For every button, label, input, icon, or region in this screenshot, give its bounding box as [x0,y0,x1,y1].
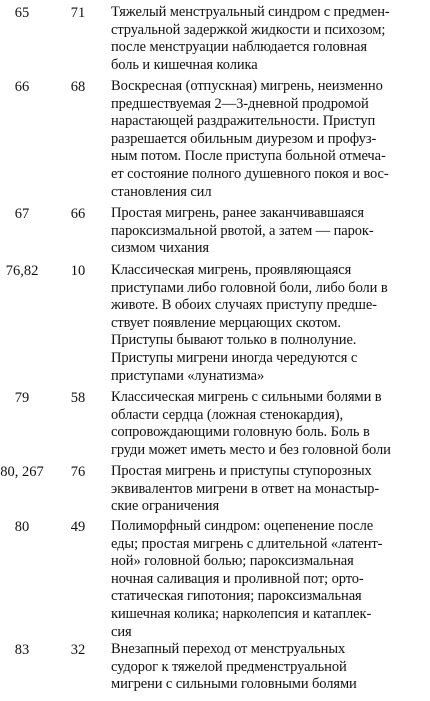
description-line: боль и кишечная колика [111,56,258,73]
case-description [111,4,427,74]
description-line: Внезапный переход от менструальных [111,641,346,657]
page-reference: 83 [14,642,30,658]
case-number: 49 [70,519,86,535]
description-line: груди может иметь место и без головной боли [111,441,391,458]
description-line: пароксизмальной рвотой, а затем — парок- [111,222,374,239]
description-line: животе. В обоих случаях приступу предше- [111,297,377,314]
description-line: ские ограничения [111,498,220,515]
page-reference: 65 [14,5,30,21]
case-number: 76 [70,464,86,480]
case-description [111,518,427,641]
description-line: судорог к тяжелой предменструальной [111,658,347,675]
description-line: после менструации наблюдается головная [111,39,367,56]
description-line: кишечная колика; нарколепсия и катаплек- [111,605,372,622]
case-number: 68 [70,79,86,95]
page-reference: 67 [14,206,30,222]
description-line: еды; простая мигрень с длительной «латент- [111,535,383,552]
description-line: Полиморфный синдром: оцепенение после [111,518,374,534]
description-line: ет состояние полного душевного покоя и вос- [111,165,389,182]
case-number: 32 [70,642,86,658]
description-line: Простая мигрень и приступы ступорозных [111,463,372,479]
description-line: приступами «лунатизма» [111,367,265,384]
case-number: 66 [70,206,86,222]
description-line: Простая мигрень, ранее заканчивавшаяся [111,205,364,221]
description-line: Воскресная (отпускная) мигрень, неизменно [111,78,383,94]
page-reference: 76,82 [5,263,39,279]
description-line: ствует появление мерцающих скотом. [111,314,341,331]
description-line: сизмом чихания [111,240,210,257]
case-description [111,78,427,201]
case-number: 58 [70,390,86,406]
page-reference: 80, 267 [0,464,44,480]
description-line: ным потом. После приступа больной отмеча- [111,148,386,165]
description-line: Классическая мигрень, проявляющаяся [111,262,352,278]
description-line: сопровождающими головную боль. Боль в [111,424,370,441]
description-line: эквивалентов мигрени в ответ на монастыр- [111,480,380,497]
description-line: становления сил [111,183,212,200]
description-line: Тяжелый менструальный синдром с предмен- [111,4,390,20]
description-line: приступами либо головной боли, либо боли в [111,279,388,296]
case-number: 71 [70,5,86,21]
description-line: Приступы мигрени иногда чередуются с [111,349,358,366]
description-line: ной» головной болью; пароксизмальная [111,553,354,570]
description-line: сия [111,623,132,640]
description-line: Приступы бывают только в полнолуние. [111,332,357,349]
description-line: предшествуемая 2—3-дневной продромой [111,95,369,112]
description-line: области сердца (ложная стенокардия), [111,406,344,423]
case-description [111,205,427,258]
description-line: струальной задержкой жидкости и психозом; [111,21,386,38]
description-line: Классическая мигрень с сильными болями в [111,389,382,405]
page-reference: 80 [14,519,30,535]
description-line: разрешается обильным диурезом и профуз- [111,130,377,147]
case-description [111,389,427,459]
case-description [111,463,427,516]
case-description [111,262,427,385]
description-line: ночная саливация и проливной пот; орто- [111,570,364,587]
description-line: мигрени с сильными головными болями [111,676,357,693]
case-number: 10 [70,263,86,279]
case-description [111,641,427,694]
page-reference: 79 [14,390,30,406]
description-line: нарастающей раздражительности. Приступ [111,113,376,130]
page-reference: 66 [14,79,30,95]
description-line: статическая гипотония; пароксизмальная [111,588,362,605]
